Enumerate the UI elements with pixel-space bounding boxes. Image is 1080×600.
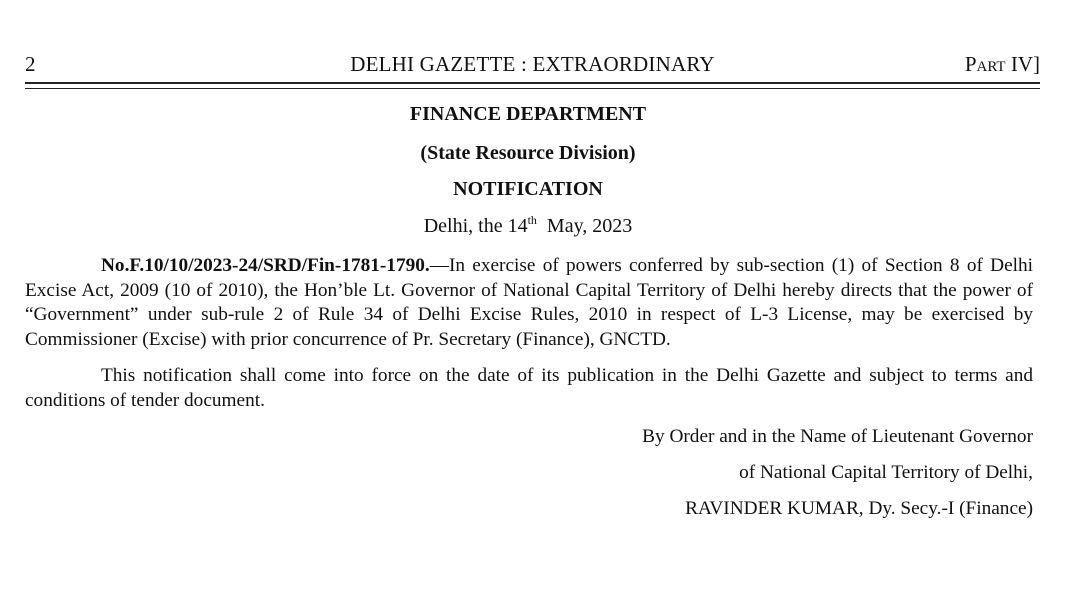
signature-line-1: By Order and in the Name of Lieutenant Governor	[642, 426, 1033, 447]
notification-paragraph-1	[25, 254, 1033, 352]
notification-paragraph-2: This notification shall come into force on the date of its publication in the Delhi Gazette and subject to terms and conditions of tender document.	[25, 365, 1033, 411]
notification-heading: NOTIFICATION	[453, 178, 603, 200]
department-heading: FINANCE DEPARTMENT	[409, 103, 647, 125]
part-label: Part IV]	[964, 52, 1040, 76]
notification-body: —In exercise of powers conferred by sub-section (1) of Section 8 of Delhi Excise Act, 2009 (10 of 2010), the Hon’ble Lt. Governor of National Capital Territory of Delhi hereby directs that the power of “Government” under sub-rule 2 of Rule 34 of Delhi Excise Rules, 2010 in respect of L-3 License, may be exercised by Commissioner (Excise) with prior concurrence of Pr. Secretary (Finance), GNCTD.	[25, 255, 1033, 350]
division-heading: (State Resource Division)	[420, 142, 636, 164]
date-prefix: Delhi, the 14	[423, 215, 528, 237]
page-number: 2	[25, 52, 36, 76]
gazette-header	[25, 52, 1040, 82]
date-ordinal: th	[527, 213, 537, 227]
signatory-name: RAVINDER KUMAR, Dy. Secy.-I (Finance)	[685, 498, 1033, 519]
header-rule-thick	[25, 82, 1040, 84]
signature-line-2: of National Capital Territory of Delhi,	[739, 462, 1033, 483]
date-suffix: May, 2023	[536, 215, 633, 237]
notification-date	[0, 215, 1056, 238]
gazette-title: DELHI GAZETTE : EXTRAORDINARY	[350, 52, 715, 76]
header-rule-thin	[25, 88, 1040, 89]
notification-reference-number: No.F.10/10/2023-24/SRD/Fin-1781-1790.	[101, 255, 430, 276]
